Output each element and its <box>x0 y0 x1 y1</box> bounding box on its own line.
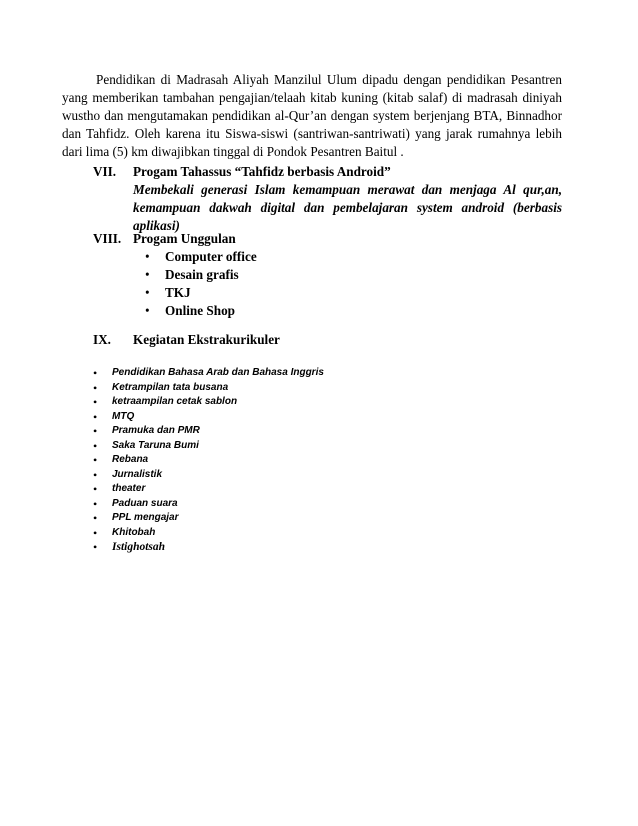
bullet-icon: • <box>93 482 98 496</box>
list-item <box>93 453 493 468</box>
bullet-icon: • <box>93 366 98 380</box>
list-item <box>93 511 493 526</box>
list-item-label: Online Shop <box>165 303 236 318</box>
bullet-icon: • <box>93 395 98 409</box>
bullet-icon: • <box>93 467 98 482</box>
list-item-label: Istighotsah <box>112 541 166 553</box>
list-item-label: Ketrampilan tata busana <box>112 381 229 393</box>
list-item-label: TKJ <box>165 285 191 300</box>
bullet-icon: • <box>145 285 150 300</box>
section-ix <box>93 331 573 349</box>
section-title: Kegiatan Ekstrakurikuler <box>133 332 280 347</box>
list-item-label: Pramuka dan PMR <box>112 425 200 436</box>
bullet-icon: • <box>93 540 98 554</box>
list-item <box>145 248 573 266</box>
bullet-icon: • <box>93 380 98 395</box>
list-item <box>93 497 493 512</box>
list-item-label: Khitobah <box>112 526 156 538</box>
bullet-icon: • <box>145 267 150 282</box>
section-description <box>133 181 562 235</box>
list-item-label: Paduan suara <box>112 497 178 509</box>
section-heading <box>93 163 573 181</box>
bullet-icon: • <box>93 496 98 511</box>
section-heading <box>93 331 573 349</box>
list-item <box>93 381 493 396</box>
list-item-label: ketraampilan cetak sablon <box>112 396 238 407</box>
bullet-icon: • <box>93 409 98 424</box>
list-item-label: Jurnalistik <box>112 468 163 480</box>
list-item-label: Rebana <box>112 454 149 465</box>
intro-paragraph: Pendidikan di Madrasah Aliyah Manzilul Ulum dipadu dengan pendidikan Pesantren yang memberikan tambahan pengajian/telaah kitab kuning (kitab salaf) di madrasah diniyah wustho dan mengutamakan pendidikan al-Qur’an dengan system berjenjang BTA, Binnadhor dan Tahfidz. Oleh karena itu Siswa-siswi (santriwan-santriwati) yang jarak rumahnya lebih dari lima (5) km diwajibkan tinggal di Pondok Pesantren Baitul . <box>62 72 562 159</box>
list-item-label: PPL mengajar <box>112 512 179 523</box>
list-item-label: Saka Taruna Bumi <box>112 439 199 451</box>
bullet-icon: • <box>93 424 98 438</box>
section-title: Progam Tahassus “Tahfidz berbasis Android” <box>133 164 391 179</box>
bullet-icon: • <box>145 249 150 264</box>
list-item <box>145 302 573 320</box>
description-line: kemampuan dakwah digital dan pembelajaran system android (berbasis aplikasi) <box>133 200 562 233</box>
list-item <box>93 526 493 541</box>
description-line: Membekali generasi Islam kemampuan merawat dan menjaga Al qur,an, <box>133 182 562 197</box>
list-item <box>93 468 493 483</box>
section-vii <box>93 163 573 235</box>
bullet-icon: • <box>145 303 150 318</box>
list-item-label: MTQ <box>112 410 135 422</box>
section-number: IX. <box>93 332 111 347</box>
section-viii <box>93 230 573 320</box>
bullet-icon: • <box>93 511 98 525</box>
list-item <box>93 366 493 381</box>
bullet-icon: • <box>93 438 98 453</box>
featured-program-list <box>145 248 573 320</box>
bullet-icon: • <box>93 525 98 540</box>
section-number: VII. <box>93 164 117 179</box>
list-item <box>93 424 493 439</box>
section-number: VIII. <box>93 231 122 246</box>
extracurricular-list <box>93 366 493 555</box>
bullet-icon: • <box>93 453 98 467</box>
list-item <box>145 284 573 302</box>
list-item-label: Desain grafis <box>165 267 239 282</box>
list-item <box>93 439 493 454</box>
list-item <box>93 410 493 425</box>
section-heading <box>93 230 573 248</box>
list-item <box>93 482 493 497</box>
list-item <box>145 266 573 284</box>
list-item <box>93 540 493 555</box>
section-title: Progam Unggulan <box>133 231 236 246</box>
list-item-label: theater <box>112 483 146 494</box>
list-item-label: Pendidikan Bahasa Arab dan Bahasa Inggris <box>112 367 324 378</box>
list-item-label: Computer office <box>165 249 257 264</box>
list-item <box>93 395 493 410</box>
